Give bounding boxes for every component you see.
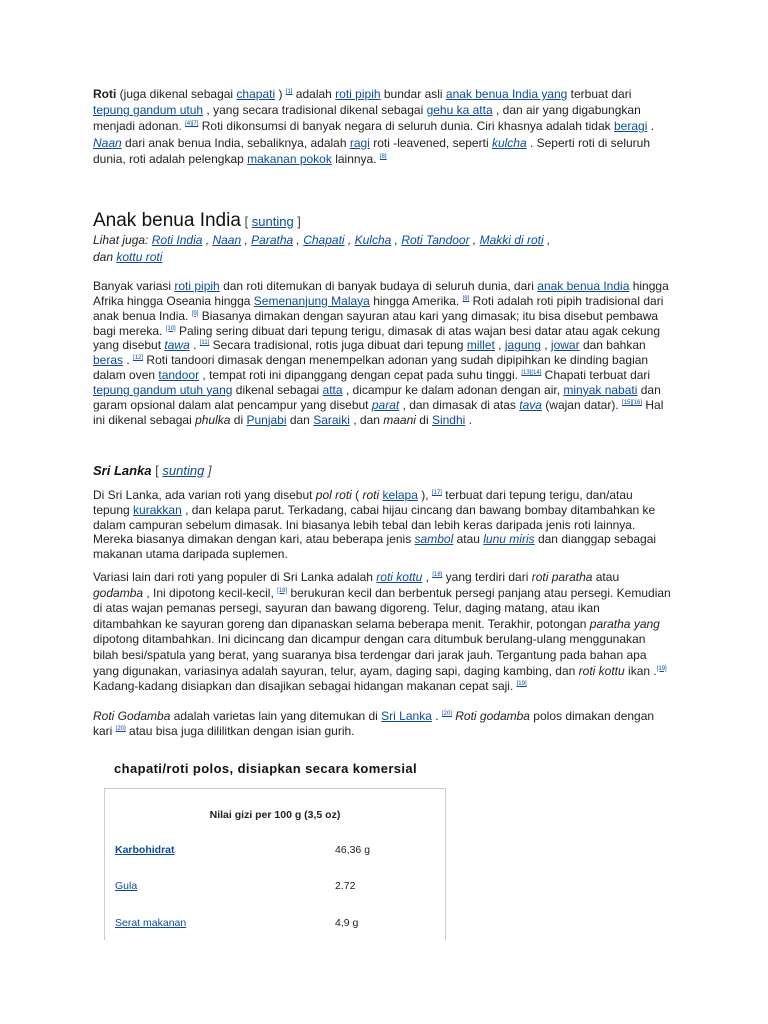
link-beras[interactable]: beras	[93, 353, 124, 368]
link-beragi[interactable]: beragi	[614, 119, 648, 134]
see-also: Lihat juga: Roti India , Naan , Paratha , Chapati , Kulcha , Roti Tandoor , Makki di roti , dan kottu roti	[93, 233, 551, 264]
link-tava[interactable]: tava	[519, 397, 542, 412]
link-serat-makanan[interactable]: Serat makanan	[115, 917, 187, 929]
nutrition-infobox	[104, 740, 446, 940]
link-anak-benua-india[interactable]: anak benua India yang	[445, 87, 568, 101]
citation[interactable]: [12]	[133, 355, 144, 362]
link-tawa[interactable]: tawa	[164, 338, 190, 353]
term-roti: Roti	[93, 87, 117, 101]
india-paragraph: Banyak variasi roti pipih dan roti ditemukan di banyak budaya di seluruh dunia, dari anak benua India hingga Afrika hingga Oseania hingga Semenanjung Malaya hingga Amerika. [9] Roti adalah roti pipih tradisional dari anak benua India. [9] Biasanya dimakan dengan sayuran atau kari yang dimasak; itu bisa disebut pembawa bagi mereka. [10] Paling sering dibuat dari tepung terigu, dimasak di atas wajan besi datar atau agak cekung yang disebut tawa . [11] Secara tradisional, rotis juga dibuat dari tepung millet , jagung , jowar dan bahkan beras . [12] Roti tandoori dimasak dengan menempelkan adonan yang sudah dipipihkan ke dinding bagian dalam oven tandoor , tempat roti ini dipanggang dengan cepat pada suhu tinggi. [13][14] Chapati terbuat dari tepung gandum utuh yang dikenal sebagai atta , dicampur ke dalam adonan dengan air, minyak nabati dan garam opsional dalam alat pencampur yang disebut parat , dan dimasak di atas tava (wajan datar). [15][16] Hal ini dikenal sebagai phulka di Punjabi dan Saraiki , dan maani di Sindhi .	[93, 279, 669, 427]
see-also-link[interactable]: Roti Tandoor	[401, 233, 470, 247]
link-saraiki[interactable]: Saraiki	[313, 412, 350, 427]
see-also-link[interactable]: kottu roti	[116, 249, 163, 264]
citation[interactable]: [11]	[199, 340, 210, 347]
link-atta[interactable]: atta	[322, 382, 343, 397]
link-naan[interactable]: Naan	[93, 135, 122, 150]
link-ragi[interactable]: ragi	[349, 135, 370, 150]
citation[interactable]: [4][7]	[185, 121, 199, 128]
infobox-subtitle: Nilai gizi per 100 g (3,5 oz)	[209, 809, 341, 821]
link-lunu-miris[interactable]: lunu miris	[483, 532, 535, 547]
citation[interactable]: [15][16]	[622, 399, 643, 406]
infobox-title: chapati/roti polos, disiapkan secara komersial	[114, 761, 418, 776]
pol-roti-paragraph: Di Sri Lanka, ada varian roti yang disebut pol roti ( roti kelapa ), [17] terbuat dari tepung terigu, dan/atau tepung kurakkan , dan kelapa parut. Terkadang, cabai hijau cincang dan bawang bombay ditambahkan ke dalam campuran sebelum dimasak. Ini biasanya lebih tebal dan lebih keras daripada jenis roti lainnya. Mereka biasanya dimakan dengan kari, atau beberapa jenis sambol atau lunu miris dan dianggap sebagai makanan utama daripada suplemen.	[93, 488, 657, 562]
citation[interactable]: [18]	[277, 587, 288, 594]
heading-title: Anak benua India	[93, 210, 241, 231]
row-value: 2.72	[335, 880, 356, 892]
link-parat[interactable]: parat	[371, 397, 400, 412]
link-millet[interactable]: millet	[466, 338, 495, 353]
link-gehu-ka-atta[interactable]: gehu ka atta	[426, 103, 493, 118]
see-also-link[interactable]: Naan	[212, 233, 242, 247]
link-makanan-pokok[interactable]: makanan pokok	[247, 151, 332, 166]
link-punjabi[interactable]: Punjabi	[246, 412, 287, 427]
row-value: 4,9 g	[335, 917, 359, 929]
see-also-link[interactable]: Paratha	[251, 233, 294, 247]
link-sindhi[interactable]: Sindhi	[431, 412, 466, 427]
see-also-link[interactable]: Chapati	[303, 233, 345, 247]
citation[interactable]: [13][14]	[521, 370, 542, 377]
section-heading-sri-lanka: Sri Lanka [ sunting ]	[93, 463, 212, 478]
link-roti-pipih[interactable]: roti pipih	[174, 279, 220, 293]
kottu-paragraph: Variasi lain dari roti yang populer di Sri Lanka adalah roti kottu , [18] yang terdiri dari roti paratha atau godamba , Ini dipotong kecil-kecil, [18] berukuran kecil dan berbentuk persegi panjang atau persegi. Kemudian di atas wajan pemanas persegi, sayuran dan bawang digoreng. Telur, daging matang, atau ikan ditambahkan ke sayuran goreng dan dipanaskan selama beberapa menit. Terakhir, potongan paratha yang dipotong ditambahkan. Ini dicincang dan dicampur dengan cara ditumbuk berulang-ulang menggunakan bilah besi/spatula yang berat, yang suaranya bisa terdengar dari jarak jauh. Tergantung pada bahan apa yang digunakan, variasinya adalah sayuran, telur, ayam, daging sapi, daging kambing, dan roti kottu ikan .[19] Kadang-kadang disiapkan dan disajikan sebagai hidangan makanan cepat saji. [19]	[93, 570, 671, 694]
link-karbohidrat[interactable]: Karbohidrat	[115, 844, 175, 856]
link-minyak-nabati[interactable]: minyak nabati	[563, 382, 638, 397]
citation[interactable]: [19]	[656, 665, 667, 672]
intro-section	[93, 86, 671, 167]
link-roti-kottu[interactable]: roti kottu	[376, 570, 423, 584]
see-also-link[interactable]: Kulcha	[354, 233, 392, 247]
citation[interactable]: [9]	[191, 310, 199, 317]
edit-link[interactable]: sunting	[162, 463, 205, 478]
see-also-link[interactable]: Makki di roti	[479, 233, 544, 247]
citation[interactable]: [19]	[516, 681, 527, 688]
link-tepung-gandum-utuh[interactable]: tepung gandum utuh yang	[93, 382, 233, 397]
link-jagung[interactable]: jagung	[504, 338, 541, 353]
edit-link[interactable]: sunting	[251, 214, 294, 229]
link-tandoor[interactable]: tandoor	[158, 368, 200, 383]
citation[interactable]: [9]	[462, 295, 470, 302]
link-sambol[interactable]: sambol	[414, 532, 454, 547]
intro-paragraph: Roti (juga dikenal sebagai chapati ) [1] adalah roti pipih bundar asli anak benua India yang terbuat dari tepung gandum utuh , yang secara tradisional dikenal sebagai gehu ka atta , dan air yang digabungkan menjadi adonan. [4][7] Roti dikonsumsi di banyak negara di seluruh dunia. Ciri khasnya adalah tidak beragi . Naan dari anak benua India, sebaliknya, adalah ragi roti -leavened, seperti kulcha . Seperti roti di seluruh dunia, roti adalah pelengkap makanan pokok lainnya. [8]	[93, 87, 655, 166]
citation[interactable]: [17]	[431, 490, 442, 496]
citation[interactable]: [8]	[379, 153, 387, 160]
section-heading-india: Anak benua India [ sunting ]	[93, 210, 301, 231]
link-chapati[interactable]: chapati	[236, 87, 276, 101]
see-also-label: Lihat juga:	[93, 233, 149, 247]
link-jowar[interactable]: jowar	[550, 338, 580, 353]
link-kurakkan[interactable]: kurakkan	[133, 502, 182, 517]
link-kelapa[interactable]: kelapa	[382, 488, 418, 502]
citation[interactable]: [10]	[165, 325, 176, 332]
heading-title: Sri Lanka	[93, 463, 152, 478]
citation[interactable]: [18]	[432, 572, 443, 578]
citation[interactable]: [20]	[441, 711, 452, 717]
link-anak-benua-india[interactable]: anak benua India	[537, 279, 630, 293]
infobox-table	[104, 788, 446, 940]
link-sri-lanka[interactable]: Sri Lanka	[381, 709, 432, 723]
citation[interactable]: [20]	[115, 726, 126, 732]
link-tepung-gandum-utuh[interactable]: tepung gandum utuh	[93, 103, 204, 118]
link-gula[interactable]: Gula	[115, 880, 138, 892]
citation[interactable]: [1]	[285, 89, 293, 95]
link-roti-pipih[interactable]: roti pipih	[335, 87, 381, 101]
godamba-paragraph: Roti Godamba adalah varietas lain yang ditemukan di Sri Lanka . [20] Roti godamba polos dimakan dengan kari [20] atau bisa juga dililitkan dengan isian gurih.	[93, 709, 655, 738]
see-also-link[interactable]: Roti India	[151, 233, 203, 247]
link-semenanjung-malaya[interactable]: Semenanjung Malaya	[253, 293, 370, 308]
row-value: 46,36 g	[335, 844, 371, 856]
link-kulcha[interactable]: kulcha	[491, 135, 527, 150]
